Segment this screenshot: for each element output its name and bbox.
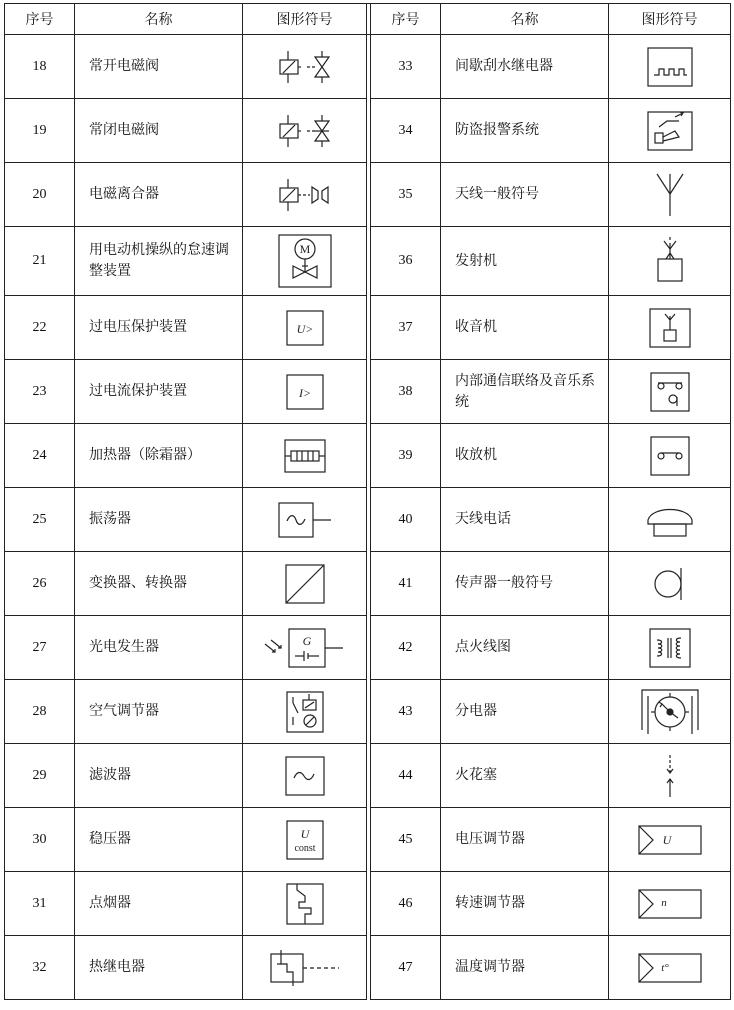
anti-theft-alarm-icon [645,109,695,153]
row-name: 温度调节器 [441,936,609,1000]
table-row [5,616,731,680]
row-number: 26 [5,552,75,616]
row-number: 34 [371,99,441,163]
spark-plug-icon [660,752,680,800]
overvoltage-label: U> [296,321,313,336]
symbol-table [4,3,731,1000]
row-name: 点烟器 [75,872,243,936]
row-number: 40 [371,488,441,552]
row-name: 天线一般符号 [441,163,609,227]
row-name: 热继电器 [75,936,243,1000]
photoelectric-generator-icon [263,626,347,670]
row-name: 发射机 [441,227,609,296]
row-name: 常开电磁阀 [75,35,243,99]
row-number: 19 [5,99,75,163]
row-name: 常闭电磁阀 [75,99,243,163]
table-row [5,936,731,1000]
electromagnetic-clutch-icon [270,175,340,215]
row-name: 火花塞 [441,744,609,808]
regulator-n-label: n [660,896,667,909]
row-name: 分电器 [441,680,609,744]
table-row [5,163,731,227]
row-name: 振荡器 [75,488,243,552]
filter-icon [283,754,327,798]
radio-receiver-icon [647,306,693,350]
table-row [5,680,731,744]
speed-regulator-icon [637,888,703,920]
row-number: 25 [5,488,75,552]
row-number: 22 [5,296,75,360]
normally-open-solenoid-valve-icon [270,47,340,87]
row-number: 37 [371,296,441,360]
converter-icon [283,562,327,606]
row-number: 20 [5,163,75,227]
row-number: 36 [371,227,441,296]
row-number: 31 [5,872,75,936]
header-no: 序号 [5,4,75,35]
regulator-t-label: t° [660,961,669,974]
row-number: 39 [371,424,441,488]
header-row [5,4,731,35]
table-row [5,424,731,488]
row-name: 内部通信联络及音乐系统 [441,360,609,424]
header-name: 名称 [75,4,243,35]
row-name: 防盗报警系统 [441,99,609,163]
row-number: 32 [5,936,75,1000]
row-name: 稳压器 [75,808,243,872]
table-row [5,744,731,808]
row-number: 29 [5,744,75,808]
thermal-relay-icon [267,948,343,988]
overcurrent-protection-icon [283,372,327,412]
row-number: 21 [5,227,75,296]
row-name: 电压调节器 [441,808,609,872]
row-name: 过电压保护装置 [75,296,243,360]
cigarette-lighter-icon [283,880,327,928]
row-number: 46 [371,872,441,936]
ignition-coil-icon [647,626,693,670]
voltage-stabilizer-icon [283,818,327,862]
table-row [5,552,731,616]
row-name: 点火线图 [441,616,609,680]
cassette-player-icon [648,434,692,478]
row-number: 24 [5,424,75,488]
row-number: 41 [371,552,441,616]
row-name: 收放机 [441,424,609,488]
row-number: 43 [371,680,441,744]
air-conditioner-icon [283,689,327,735]
row-number: 30 [5,808,75,872]
row-name: 变换器、转换器 [75,552,243,616]
temperature-regulator-icon [637,952,703,984]
row-number: 23 [5,360,75,424]
oscillator-icon [275,500,335,540]
row-name: 过电流保护装置 [75,360,243,424]
microphone-icon [648,562,692,606]
table-row [5,360,731,424]
row-number: 44 [371,744,441,808]
row-number: 18 [5,35,75,99]
antenna-icon [645,170,695,220]
transmitter-icon [650,233,690,289]
header-symbol: 图形符号 [609,4,731,35]
intermittent-wiper-relay-icon [645,45,695,89]
table-row [5,872,731,936]
intercom-music-system-icon [648,370,692,414]
stabilizer-const-label: const [293,842,316,854]
row-number: 28 [5,680,75,744]
voltage-regulator-icon [637,824,703,856]
row-number: 45 [371,808,441,872]
row-name: 收音机 [441,296,609,360]
overcurrent-label: I> [298,385,311,400]
row-name: 转速调节器 [441,872,609,936]
row-number: 38 [371,360,441,424]
row-number: 33 [371,35,441,99]
row-number: 35 [371,163,441,227]
header-symbol: 图形符号 [243,4,367,35]
regulator-u-label: U [662,832,671,847]
motor-label: M [299,242,310,256]
table-row [5,808,731,872]
row-name: 天线电话 [441,488,609,552]
motor-idle-adjuster-icon [275,232,335,290]
row-name: 空气调节器 [75,680,243,744]
table-row [5,296,731,360]
table-row [5,227,731,296]
row-number: 47 [371,936,441,1000]
table-row [5,35,731,99]
row-name: 光电发生器 [75,616,243,680]
table-row [5,488,731,552]
overvoltage-protection-icon [283,308,327,348]
row-name: 加热器（除霜器） [75,424,243,488]
row-number: 42 [371,616,441,680]
generator-label: G [302,633,311,648]
header-name: 名称 [441,4,609,35]
table-row [5,99,731,163]
row-name: 传声器一般符号 [441,552,609,616]
antenna-telephone-icon [642,500,698,540]
row-name: 电磁离合器 [75,163,243,227]
distributor-icon [638,686,702,738]
stabilizer-u-label: U [300,826,309,841]
normally-closed-solenoid-valve-icon [270,111,340,151]
row-number: 27 [5,616,75,680]
row-name: 间歇刮水继电器 [441,35,609,99]
heater-defroster-icon [280,436,330,476]
row-name: 用电动机操纵的怠速调整装置 [75,227,243,296]
row-name: 滤波器 [75,744,243,808]
header-no: 序号 [371,4,441,35]
